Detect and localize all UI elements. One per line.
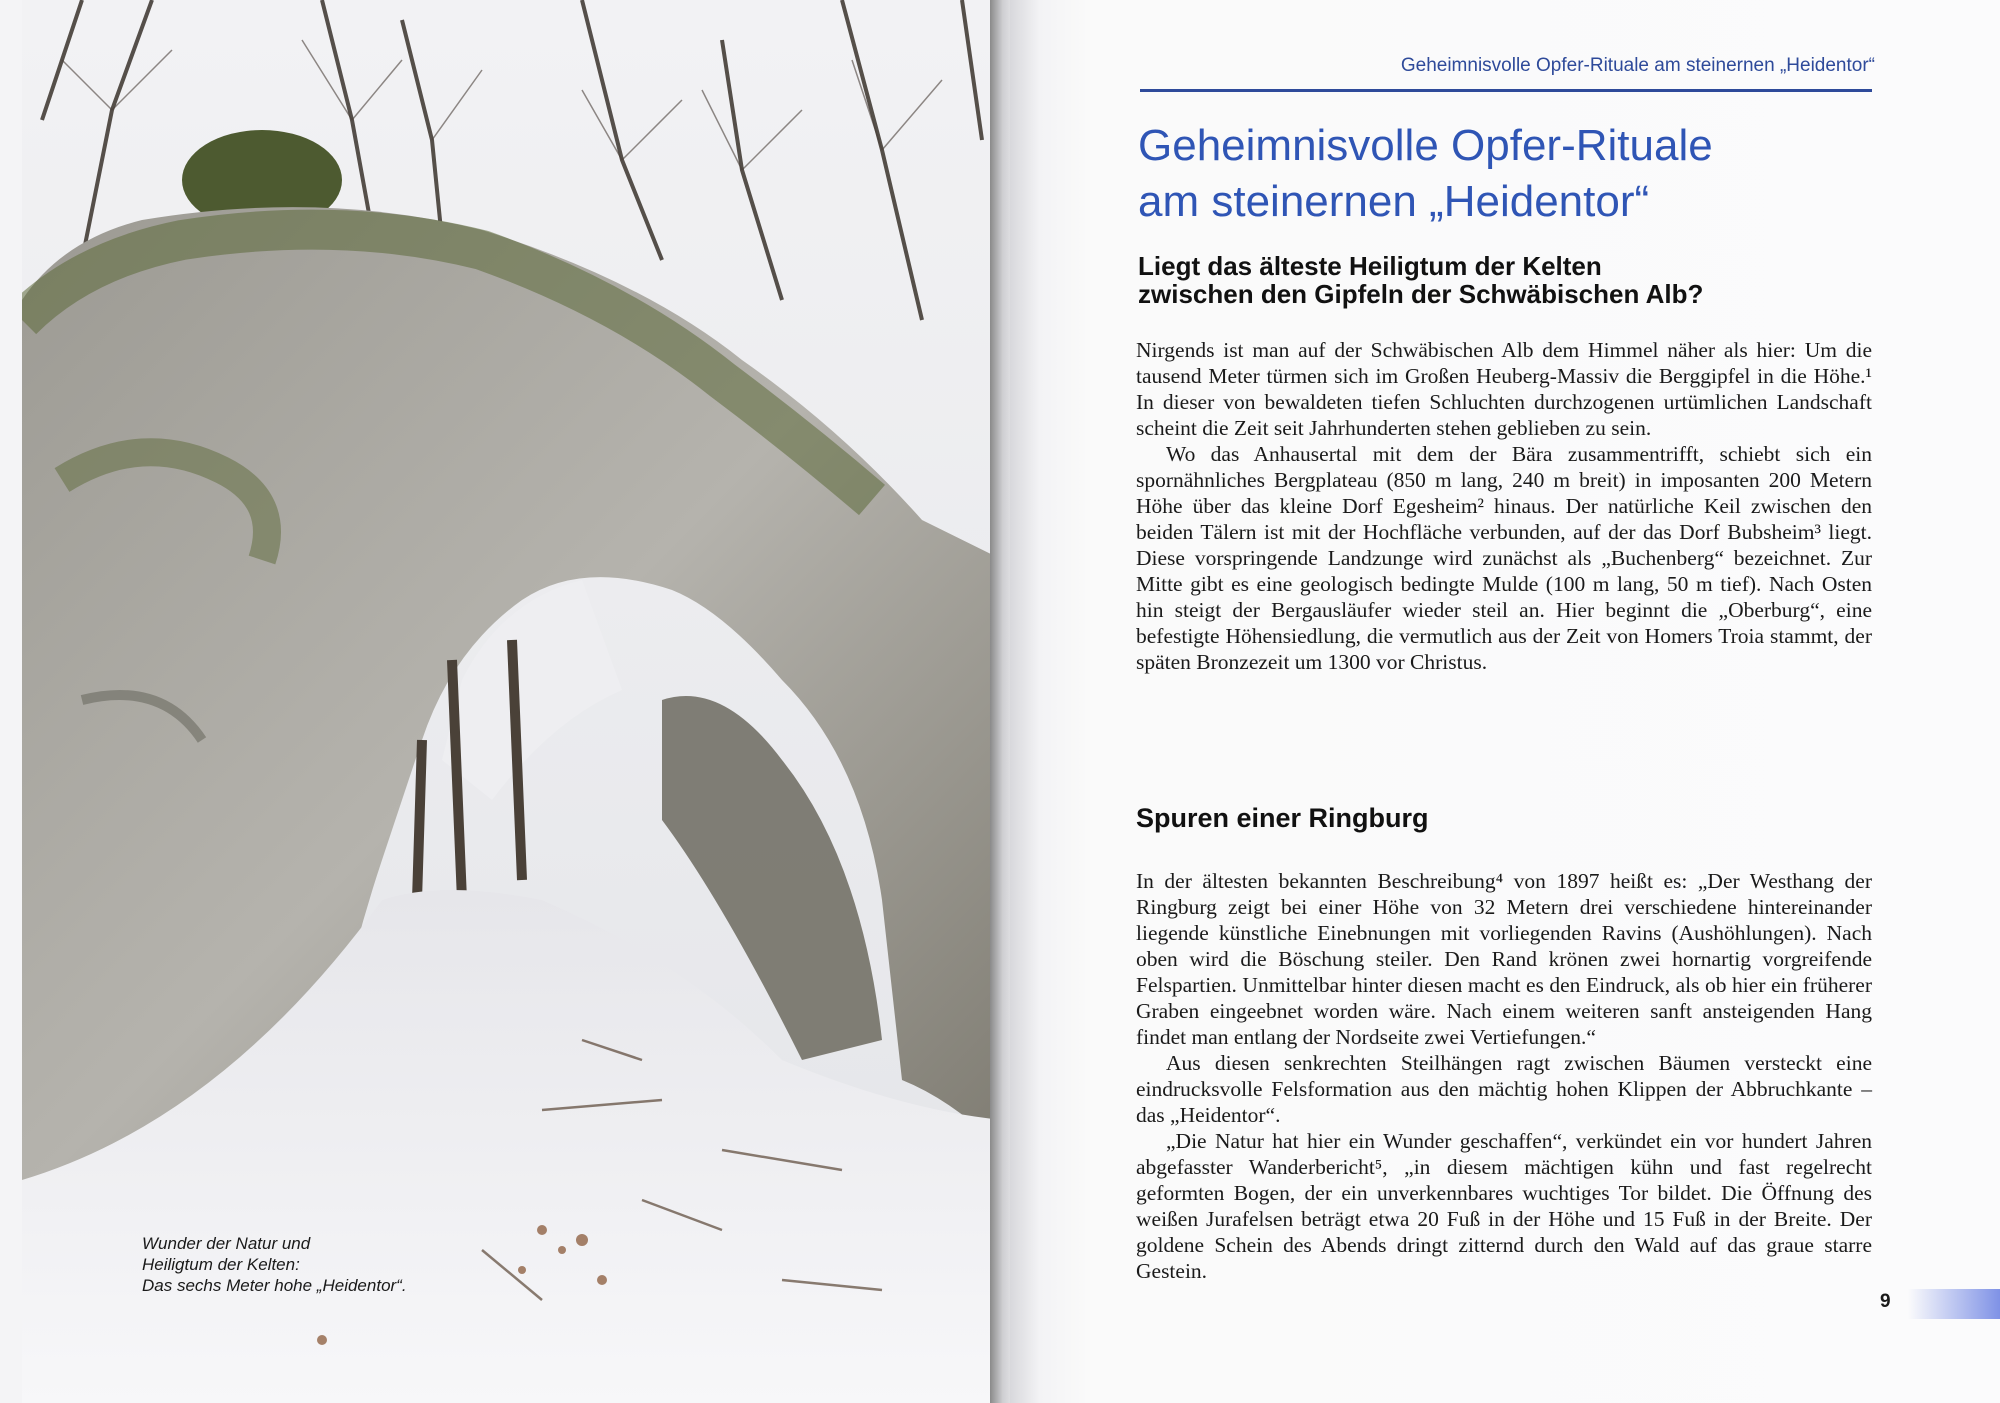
- title-line: am steinernen „Heidentor“: [1138, 177, 1650, 226]
- paragraph: Nirgends ist man auf der Schwäbischen Alb dem Himmel näher als hier: Um die tausend Meter türmen sich im Großen Heuberg-Massiv die Berggipfel in die Höhe.¹ In dieser von bewaldeten tiefen Schluchten durchzogenen urtümlichen Landschaft scheint die Zeit seit Jahrhunderten stehen geblieben zu sein.: [1136, 338, 1872, 440]
- rock-arch-image: [22, 0, 1003, 1403]
- page-number: 9: [1880, 1291, 1891, 1312]
- header-rule: [1140, 89, 1872, 92]
- subtitle-line: zwischen den Gipfeln der Schwäbischen Alb?: [1138, 279, 1704, 309]
- running-head: Geheimnisvolle Opfer-Rituale am steinernen „Heidentor“: [1400, 55, 1875, 76]
- chapter-subtitle: [1138, 252, 1878, 308]
- caption-line: Heiligtum der Kelten:: [142, 1255, 300, 1274]
- photo-caption: [142, 1233, 482, 1296]
- paragraph: „Die Natur hat hier ein Wunder geschaffen“, verkündet ein vor hundert Jahren abgefasster Wanderbericht⁵, „in diesem mächtigen kühn und fast regelrecht geformten Bogen, der ein unverkennbares wuchtiges Tor bildet. Die Öffnung des weißen Jurafelsen beträgt etwa 20 Fuß in der Höhe und 15 Fuß in der Breite. Der goldene Schein des Abends dringt zitternd durch den Wald auf das graue starre Gestein.: [1136, 1129, 1872, 1283]
- paragraph: Aus diesen senkrechten Steilhängen ragt zwischen Bäumen versteckt eine eindrucksvolle Felsformation aus den mächtig hohen Klippen der Abbruchkante – das „Heidentor“.: [1136, 1051, 1872, 1127]
- heidentor-photo: [22, 0, 1003, 1403]
- caption-line: Wunder der Natur und: [142, 1234, 311, 1253]
- caption-line: Das sechs Meter hohe „Heidentor“.: [142, 1276, 407, 1295]
- section-text: [1136, 868, 1872, 1284]
- subtitle-line: Liegt das älteste Heiligtum der Kelten: [1138, 251, 1602, 281]
- intro-text: [1136, 337, 1872, 675]
- paragraph: Wo das Anhausertal mit dem der Bära zusammentrifft, schiebt sich ein spornähnliches Bergplateau (850 m lang, 240 m breit) in imposanten 200 Metern Höhe über das kleine Dorf Egesheim² hinaus. Der natürliche Keil zwischen den beiden Tälern ist mit der Hochfläche verbunden, auf der das Dorf Bubsheim³ liegt. Diese vorspringende Landzunge wird zunächst als „Buchenberg“ bezeichnet. Zur Mitte gibt es eine geologisch bedingte Mulde (100 m lang, 50 m tief). Nach Osten hin steigt der Bergausläufer wieder steil an. Hier beginnt die „Oberburg“, eine befestigte Höhensiedlung, die vermutlich aus der Zeit von Homers Troia stammt, der späten Bronzezeit um 1300 vor Christus.: [1136, 442, 1872, 674]
- section-heading: Spuren einer Ringburg: [1136, 803, 1429, 833]
- paragraph: In der ältesten bekannten Beschreibung⁴ von 1897 heißt es: „Der Westhang der Ringburg zeigt bei einer Höhe von 32 Metern drei verschiedene hintereinander liegende künstliche Einebnungen mit vorliegenden Ravins (Aushöhlungen). Nach oben wird die Böschung steiler. Den Rand krönen zwei hornartig vorgreifende Felspartien. Unmittelbar hinter diesen macht es den Eindruck, als ob hier ein früherer Graben eingeebnet worden wäre. Nach einem weiteren sanft ansteigenden Hang findet man entlang der Nordseite zwei Vertiefungen.“: [1136, 869, 1872, 1049]
- chapter-title: [1138, 118, 1878, 230]
- title-line: Geheimnisvolle Opfer-Rituale: [1138, 121, 1713, 170]
- page-edge-tab: [1908, 1289, 2000, 1319]
